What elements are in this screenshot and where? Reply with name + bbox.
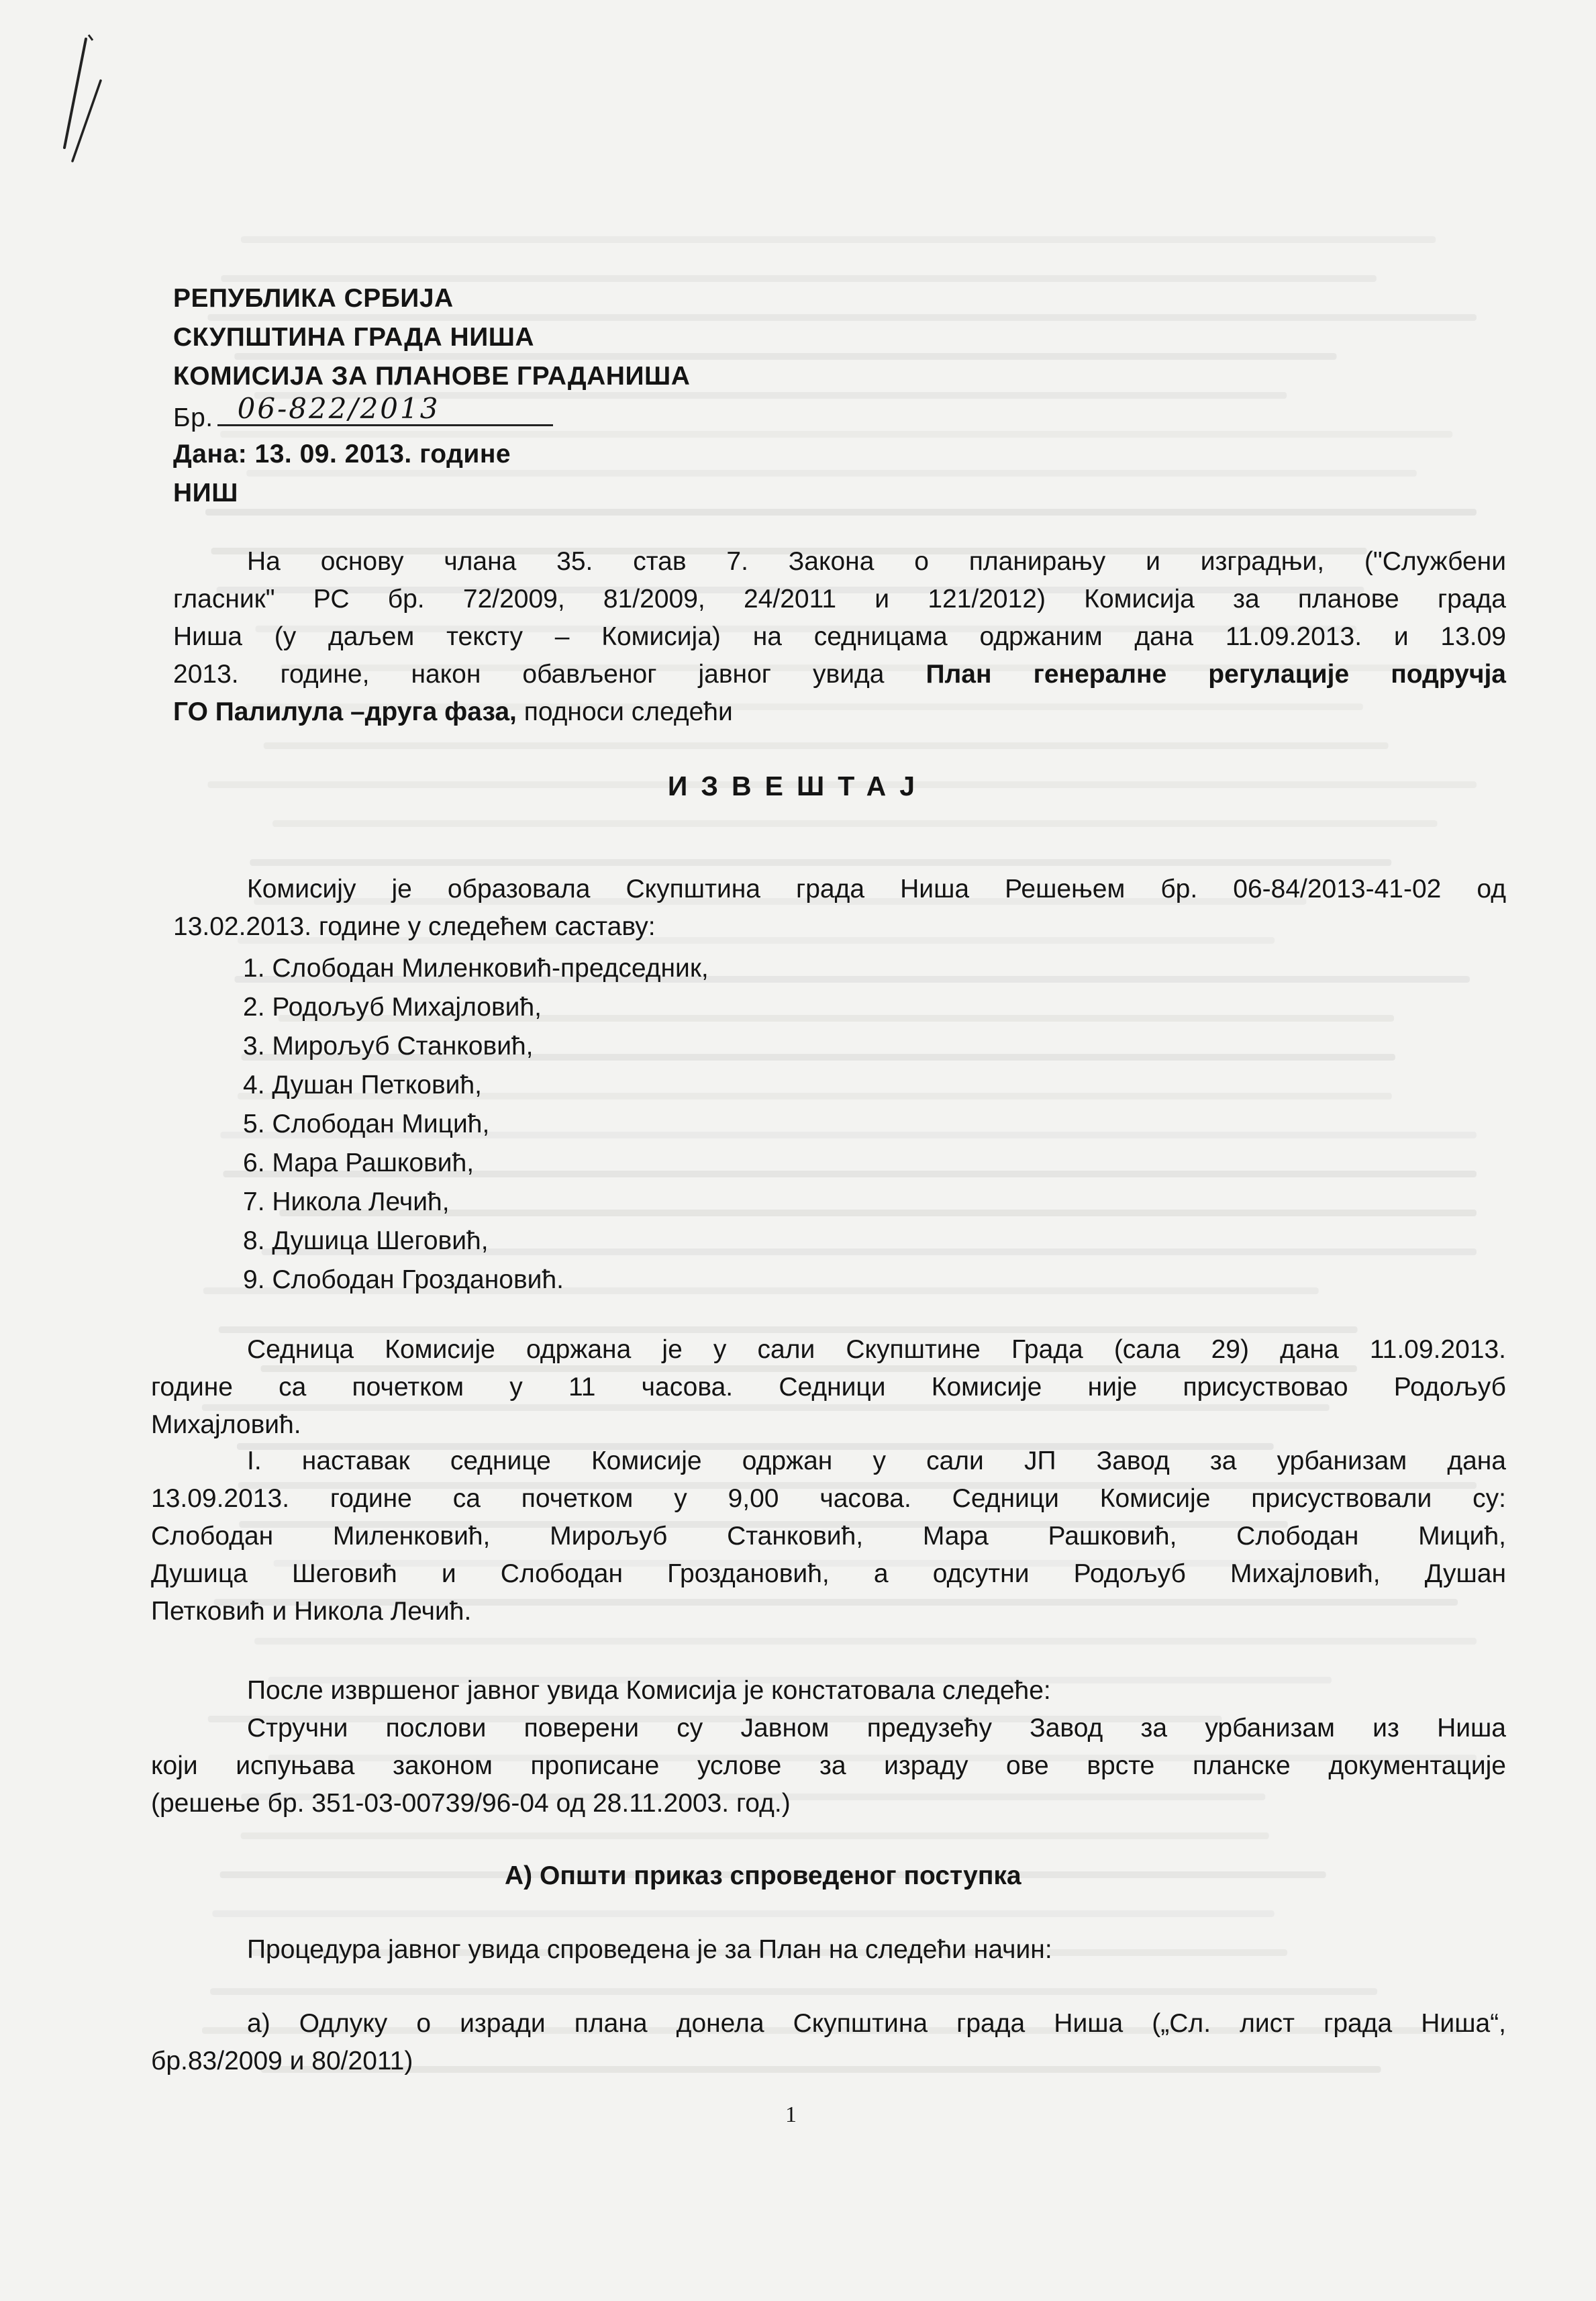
- member-item: 3. Мирољуб Станковић,: [243, 1032, 534, 1061]
- intro-line-4: 2013. године, након обављеног јавног увида План генералне регулације подручја: [173, 660, 1506, 689]
- document-city: НИШ: [173, 479, 238, 507]
- member-item: 6. Мара Рашковић,: [243, 1148, 475, 1177]
- session1-line-2: године са почетком у 11 часова. Седници Комисије није присуствовао Родољуб: [151, 1373, 1506, 1402]
- commission-line-1: Комисију је образовала Скупштина града Ниша Решењем бр. 06-84/2013-41-02 од: [247, 875, 1506, 903]
- member-item: 8. Душица Шеговић,: [243, 1226, 489, 1255]
- section-a-heading: А) Општи приказ спроведеног поступка: [505, 1861, 1021, 1890]
- document-number-handwritten: 06-822/2013: [237, 392, 440, 425]
- commission-line-2: 13.02.2013. године у следећем саставу:: [173, 912, 656, 941]
- session2-line-2: 13.09.2013. године са почетком у 9,00 часова. Седници Комисије присуствовали су:: [151, 1484, 1506, 1513]
- session2-line-4: Душица Шеговић и Слободан Гроздановић, а одсутни Родољуб Михајловић, Душан: [151, 1559, 1506, 1588]
- session2-line-1: I. наставак седнице Комисије одржан у сали ЈП Завод за урбанизам дана: [247, 1447, 1506, 1475]
- findings-line-3: који испуњава законом прописане услове за израду ове врсте планске документације: [151, 1751, 1506, 1780]
- member-item: 5. Слободан Мицић,: [243, 1110, 490, 1138]
- findings-line-1: После извршеног јавног увида Комисија је констатовала следеће:: [247, 1676, 1051, 1705]
- header-assembly: СКУПШТИНА ГРАДА НИША: [173, 323, 535, 352]
- procedure-intro: Процедура јавног увида спроведена је за План на следећи начин:: [247, 1935, 1052, 1964]
- intro-line-5: ГО Палилула –друга фаза, подноси следећи: [173, 697, 733, 726]
- document-date: Дана: 13. 09. 2013. године: [173, 440, 511, 469]
- plan-name: План генералне регулације подручја: [926, 660, 1506, 689]
- intro-line-2: гласник" РС бр. 72/2009, 81/2009, 24/2011 и 121/2012) Комисија за планове града: [173, 585, 1506, 614]
- document-number: [173, 392, 553, 435]
- intro-line-1: На основу члана 35. став 7. Закона о планирању и изградњи, ("Службени: [247, 547, 1506, 576]
- member-item: 7. Никола Лечић,: [243, 1187, 450, 1216]
- session2-line-5: Петковић и Никола Лечић.: [151, 1597, 472, 1626]
- session1-line-1: Седница Комисије одржана је у сали Скупштине Града (сала 29) дана 11.09.2013.: [247, 1335, 1506, 1364]
- header-republic: РЕПУБЛИКА СРБИЈА: [173, 284, 454, 313]
- findings-line-4: (решење бр. 351-03-00739/96-04 од 28.11.2003. год.): [151, 1789, 791, 1818]
- plan-phase: ГО Палилула –друга фаза,: [173, 697, 517, 726]
- header-commission: КОМИСИЈА ЗА ПЛАНОВЕ ГРАДАНИША: [173, 362, 691, 391]
- session2-line-3: Слободан Миленковић, Мирољуб Станковић, Мара Рашковић, Слободан Мицић,: [151, 1522, 1506, 1551]
- member-item: 9. Слободан Гроздановић.: [243, 1265, 564, 1294]
- document-title: ИЗВЕШТАЈ: [667, 771, 929, 801]
- session1-line-3: Михајловић.: [151, 1410, 301, 1439]
- procedure-item-a-line-1: а) Одлуку о изради плана донела Скупштина града Ниша („Сл. лист града Ниша“,: [247, 2009, 1506, 2038]
- document-number-label: Бр.: [173, 403, 213, 432]
- member-item: 2. Родољуб Михајловић,: [243, 993, 542, 1022]
- member-item: 1. Слободан Миленковић-председник,: [243, 954, 709, 983]
- intro-line-3: Ниша (у даљем тексту – Комисија) на седницама одржаним дана 11.09.2013. и 13.09: [173, 622, 1506, 651]
- page-number: 1: [785, 2102, 797, 2127]
- procedure-item-a-line-2: бр.83/2009 и 80/2011): [151, 2047, 413, 2075]
- member-item: 4. Душан Петковић,: [243, 1071, 482, 1099]
- handwritten-mark: [0, 0, 148, 175]
- findings-line-2: Стручни послови поверени су Јавном предузећу Завод за урбанизам из Ниша: [247, 1714, 1506, 1743]
